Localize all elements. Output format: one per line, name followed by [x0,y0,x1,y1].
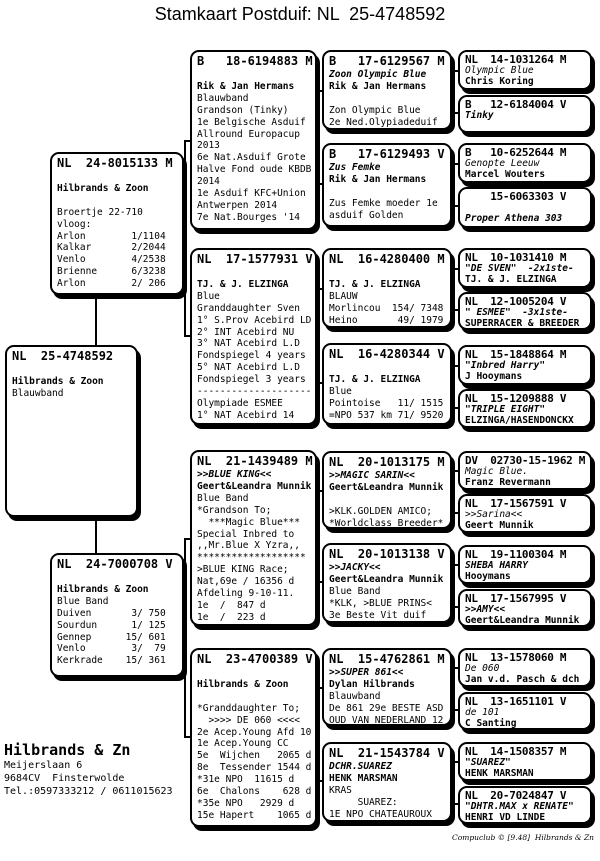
pedigree-box-gg8 [322,742,452,822]
connector-line [95,517,97,553]
box-line [329,267,447,279]
ring-number: B 10-6252644 M [465,146,567,159]
box-line: *35e NPO 2929 d [197,797,295,809]
ring-number: NL 14-1508357 M [465,745,567,758]
footer-credit: Compuclub © [9.48] Hilbrands & Zn [452,833,594,842]
box-line: 1e Asduif KFC+Union [197,188,306,200]
box-line: >BLUE KING Race; [197,564,289,576]
connector-bracket [452,564,458,608]
box-line: Marcel Wouters [465,168,546,180]
box-line: Broertje 22-710 [57,206,143,218]
pedigree-box-ggg10 [458,494,592,533]
box-line: Blue Band [197,492,249,504]
box-line: Geert&Leandra Munnik [197,480,312,492]
pedigree-box-gg4 [322,343,452,425]
box-line [329,494,447,506]
box-line: Rik & Jan Hermans [197,80,295,92]
connector-bracket [452,268,458,311]
box-line: 6e Nat.Asduif Grote [197,152,306,164]
ring-number: NL 17-1577931 V [197,252,313,266]
box-line: *KLK, >BLUE PRINS< [329,597,432,609]
box-line [197,267,312,279]
box-line: =NPO 537 km 71/ 9520 [329,409,444,421]
owner-address-line: Meijerslaan 6 [4,760,83,771]
box-line: Pointoise 11/ 1515 [329,397,444,409]
box-line: "Inbred Harry" [465,360,546,371]
box-line: >>JACKY<< [329,562,381,573]
ring-number: B 12-6184004 V [465,98,567,111]
box-line: Zus Femke [329,162,381,173]
box-line: Arlon 2/ 206 [57,278,166,290]
connector-bracket [317,288,323,384]
ring-number: NL 20-1013175 M [329,455,445,469]
box-line: Fondspiegel 3 years [197,374,306,386]
box-line: Hilbrands & Zoon [57,583,149,595]
box-line: Tinky [465,110,494,121]
ring-number: NL 21-1439489 M [197,454,313,468]
box-line: " ESMEE" -3x1ste- [465,307,568,318]
box-line: 1e Acep.Young CC [197,738,289,750]
box-line: 5e Wijchen 2065 d [197,750,312,762]
box-line [329,186,447,198]
ring-number: NL 23-4700389 V [197,652,313,666]
ring-number: NL 14-1031264 M [465,53,567,66]
box-line: Fondspiegel 4 years [197,350,306,362]
connector-bracket [317,90,323,185]
pedigree-box-ggg8 [458,389,592,428]
box-line: Brienne 6/3238 [57,266,166,278]
box-line: >>Sarina<< [465,509,523,520]
box-line: >>AMY<< [465,604,506,615]
box-line: Geert&Leandra Munnik [329,573,444,585]
box-line: Rik & Jan Hermans [329,173,427,185]
pedigree-box-ggg13 [458,648,592,687]
connector-line [95,295,97,345]
box-line: Morlincou 154/ 7348 [329,302,444,314]
box-line: Blue Band [57,595,109,607]
ring-number: NL 20-1013138 V [329,547,445,561]
box-line: 3° NAT Acebird L.D [197,338,300,350]
ring-number: DV 02730-15-1962 M [465,454,586,467]
pedigree-box-ggg15 [458,742,592,781]
ring-number: NL 15-1209888 V [465,392,567,405]
connector-bracket [452,163,458,207]
pedigree-box-ggg4 [458,187,592,228]
ring-number: NL 24-7000708 V [57,557,173,571]
box-line: >>MAGIC SARIN<< [329,470,415,481]
pedigree-box-dam [50,553,184,677]
box-line: Antwerpen 2014 [197,199,278,211]
box-line: Jan v.d. Pasch & dch [465,673,580,685]
box-line: Halve Fond oude KBDB [197,164,312,176]
box-line: Grandson (Tinky) [197,104,289,116]
connector-bracket [452,667,458,711]
pedigree-box-gg7 [322,648,452,726]
box-line: Venlo 3/ 79 [57,643,166,655]
pedigree-box-ggg9 [458,451,592,490]
box-line: Sourdun 1/ 125 [57,619,166,631]
box-line: Chris Koring [465,75,534,87]
connector-bracket [317,687,323,782]
box-line: Blue [329,385,352,397]
pedigree-box-gg1 [322,50,452,130]
pedigree-box-ggg14 [458,692,592,730]
box-line: SUAREZ: [329,796,398,808]
box-line: Kerkrade 15/ 361 [57,655,166,667]
box-line: Rik & Jan Hermans [329,80,427,92]
box-line [12,364,133,376]
box-line: Hooymans [465,570,511,582]
box-line: vloog: [57,218,92,230]
box-line: 2e Ned.Olypiadeduif [329,116,438,128]
pedigree-box-gg5 [322,451,452,529]
page-title: Stamkaart Postduif: NL 25-4748592 [154,4,446,24]
box-line: TJ. & J. ELZINGA [197,278,289,290]
connector-bracket [184,140,190,337]
box-line: SUPERRACER & BREEDER [465,317,580,329]
box-line: Blauwband [12,387,64,399]
ring-number: B 18-6194883 M [197,54,313,68]
ring-number: 15-6063303 V [465,190,567,203]
box-line: TJ. & J. ELZINGA [329,278,421,290]
box-line [197,69,312,81]
box-line: Gennep 15/ 601 [57,631,166,643]
pedigree-box-g2 [190,248,317,425]
ring-number: NL 13-1578060 M [465,651,567,664]
box-line: -------------------- [197,386,312,398]
box-line: 7e Nat.Bourges '14 [197,211,300,223]
box-line: Geert Munnik [465,519,534,531]
ring-number: NL 16-4280400 M [329,252,445,266]
ring-number: NL 25-4748592 [12,349,114,363]
box-line: Afdeling 9-10-11. [197,588,295,600]
box-line: Blauwband [197,92,249,104]
box-line: Venlo 4/2538 [57,254,166,266]
ring-number: NL 24-8015133 M [57,156,173,170]
box-line: Genopte Leeuw [465,158,540,169]
box-line [57,171,179,183]
box-line: BLAUW [329,290,358,302]
box-line: 6e Chalons 628 d [197,786,312,798]
box-line: Olympic Blue [465,65,534,76]
box-line: >>>> DE 060 <<<< [197,714,300,726]
owner-phone-line: Tel.:0597333212 / 0611015623 [4,786,173,797]
pedigree-box-gg3 [322,248,452,328]
box-line: Special Inbred to [197,528,295,540]
connector-bracket [452,761,458,805]
box-line: Olympiade ESMEE [197,397,283,409]
box-line: DCHR.SUAREZ [329,761,392,772]
box-line: Kalkar 2/2044 [57,242,166,254]
ring-number: NL 12-1005204 V [465,295,567,308]
box-line: Heino 49/ 1979 [329,314,444,326]
pedigree-box-ggg12 [458,589,592,627]
connector-bracket [452,470,458,514]
box-line: Granddaughter Sven [197,302,300,314]
box-line: "DHTR.MAX x RENATE" [465,801,574,812]
box-line: 1e Belgische Asduif [197,116,306,128]
box-line: 3e Beste Vit duif [329,609,427,621]
box-line: OUD VAN NEDERLAND 12 [329,714,444,726]
box-line: TJ. & J. ELZINGA [465,273,557,285]
box-line: HENRI VD LINDE [465,811,546,823]
box-line: >KLK.GOLDEN AMICO; [329,505,432,517]
box-line: *31e NPO 11615 d [197,774,295,786]
box-line: Hilbrands & Zoon [12,375,104,387]
box-line: 8e Tessender 1544 d [197,762,312,774]
box-line: HENK MARSMAN [329,772,398,784]
box-line: *Grandson To; [197,504,272,516]
box-line: *Worldclass Breeder* [329,517,444,529]
ring-number: NL 20-7024847 V [465,789,567,802]
box-line: Hilbrands & Zoon [57,182,149,194]
box-line: 2e Acep.Young Afd 10 [197,726,312,738]
ring-number: B 17-6129493 V [329,147,445,161]
pedigree-box-ggg1 [458,50,592,90]
ring-number: NL 10-1031410 M [465,251,567,264]
pedigree-box-ggg2 [458,95,592,133]
pedigree-box-g3 [190,450,317,626]
box-line: Zon Olympic Blue [329,104,421,116]
ring-number: NL 15-1848864 M [465,348,567,361]
box-line [329,362,447,374]
ring-number: NL 17-1567591 V [465,497,567,510]
ring-number: NL 21-1543784 V [329,746,445,760]
pedigree-box-sire [50,152,184,295]
box-line: Nat,69e / 16356 d [197,576,295,588]
box-line: asduif Golden [329,209,404,221]
pedigree-box-g4 [190,648,317,827]
pedigree-box-gg2 [322,143,452,227]
box-line [329,93,447,105]
box-line: "TRIPLE EIGHT" [465,404,546,415]
box-line: De 060 [465,663,500,674]
box-line: Arlon 1/1104 [57,230,166,242]
connector-bracket [184,538,190,738]
ring-number: NL 15-4762861 M [329,652,445,666]
box-line: *Granddaughter To; [197,702,300,714]
box-line: 2° INT Acebird NU [197,326,295,338]
box-line: Zoon Olympic Blue [329,69,427,80]
box-line: Blue [197,290,220,302]
box-line: >>SUPER 861<< [329,667,404,678]
box-line [197,691,312,703]
connector-bracket [452,70,458,114]
ring-number: NL 19-1100304 M [465,548,567,561]
pedigree-box-ggg3 [458,143,592,183]
box-line: "SUAREZ" [465,757,511,768]
ring-number: NL 13-1651101 V [465,695,567,708]
pedigree-box-subject [5,345,138,517]
box-line: SHEBA HARRY [465,560,528,571]
box-line: 1° S.Prov Acebird LD [197,314,312,326]
box-line: Geert&Leandra Munnik [329,481,444,493]
box-line: 15e Hapert 1065 d [197,809,312,821]
box-line: 5° NAT Acebird L.D [197,362,300,374]
box-line: 1e / 847 d [197,599,266,611]
box-line: Allround Europacup [197,128,300,140]
box-line: De 861 29e BESTE ASD [329,702,444,714]
box-line: J Hooymans [465,370,523,382]
box-line: ******************* [197,552,306,564]
box-line: TJ. & J. ELZINGA [329,373,421,385]
pedigree-box-ggg11 [458,545,592,584]
pedigree-box-gg6 [322,543,452,623]
box-line: 2013 [197,140,220,152]
box-line [57,572,179,584]
box-line: 2014 [197,176,220,188]
box-line: KRAS [329,784,352,796]
box-line: Duiven 3/ 750 [57,607,166,619]
box-line: ***Magic Blue*** [197,516,300,528]
box-line: Hilbrands & Zoon [197,678,289,690]
ring-number: B 17-6129567 M [329,54,445,68]
box-line: Blauwband [329,690,381,702]
box-line: Geert&Leandra Munnik [465,614,580,626]
box-line [57,195,179,207]
box-line: 1E NPO CHATEAUROUX [329,808,432,820]
box-line: Dylan Hilbrands [329,678,415,690]
box-line: 1° NAT Acebird 14 [197,409,295,421]
box-line: >>BLUE KING<< [197,469,272,480]
box-line: Franz Revermann [465,476,551,488]
box-line: ELZINGA/HASENDONCKX [465,414,574,426]
box-line: Blue Band [329,585,381,597]
connector-bracket [317,490,323,583]
owner-name: Hilbrands & Zn [4,741,131,759]
box-line [197,667,312,679]
box-line: C Santing [465,717,517,729]
box-line: HENK MARSMAN [465,767,534,779]
pedigree-box-ggg16 [458,786,592,824]
pedigree-box-ggg6 [458,292,592,330]
owner-address-line: 9684CV Finsterwolde [4,773,125,784]
connector-bracket [452,365,458,409]
box-line: Proper Athena 303 [465,212,563,224]
pedigree-box-ggg5 [458,248,592,288]
box-line: ,,Mr.Blue X Yzra,, [197,540,300,552]
owner-block [4,741,173,798]
box-line: Zus Femke moeder 1e [329,197,438,209]
box-line: "DE SVEN" -2x1ste- [465,263,574,274]
box-line: 1e / 223 d [197,611,266,623]
pedigree-box-g1 [190,50,317,230]
box-line: de 101 [465,707,500,718]
ring-number: NL 16-4280344 V [329,347,445,361]
box-line: Magic Blue. [465,466,528,477]
ring-number: NL 17-1567995 V [465,592,567,605]
pedigree-box-ggg7 [458,345,592,385]
